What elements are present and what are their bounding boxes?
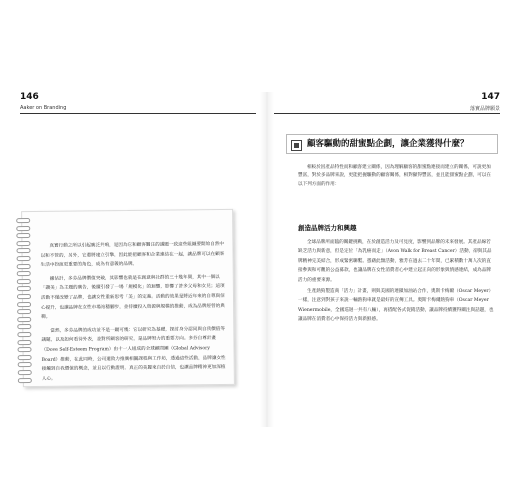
book-gutter bbox=[260, 92, 274, 427]
book-spread bbox=[16, 92, 504, 427]
notepad-paragraph: 據估計，多芬品牌價值突破，其影響也就是在創意與社群的三十幾年間，其中一個以「讚美」為主題的廣告，後續引發了一場「規模化」的迴響，影響了許多父母和女兒；這項活動不僅改變了品牌，也讓女性重新思考「美」的定義。活動的效果是將近年來的自尊與信心提升，也讓品牌在女性市場站穩腳步，並持續投入資源與規模的推動，成為品牌經營的典範。 bbox=[40, 274, 225, 321]
spiral-ring bbox=[17, 309, 31, 314]
running-head-right: 落實品牌願景 bbox=[469, 106, 500, 112]
spiral-notepad bbox=[21, 209, 235, 387]
running-head-left: Aaker on Branding bbox=[20, 105, 67, 111]
spiral-ring bbox=[16, 218, 30, 223]
spiral-ring bbox=[18, 347, 32, 352]
page-number-right: 147 bbox=[481, 92, 500, 102]
spiral-ring bbox=[17, 279, 31, 284]
notepad-paragraph: 真實行動之所以引起廣泛共鳴，是因為它和顧客關注的議題一致這些組織要開始自然中以和不管的，另外，它還將建立引擎，因此能把顧客和企業連結在一起，讓品牌可以在顧客生活中扮演更重要的角色，成為有意義的品牌。 bbox=[40, 241, 225, 269]
spiral-ring bbox=[18, 378, 32, 383]
spiral-binding bbox=[16, 216, 34, 386]
right-page bbox=[274, 92, 504, 427]
header-rule-right bbox=[274, 113, 500, 114]
spiral-ring bbox=[18, 362, 32, 367]
section-title: 顧客驅動的甜蜜點企劃，讓企業獲得什麼？ bbox=[307, 139, 469, 149]
square-bullet-icon bbox=[291, 140, 302, 151]
spiral-ring bbox=[17, 317, 31, 322]
body-text bbox=[298, 238, 494, 327]
subheading: 創造品牌活力和興趣 bbox=[298, 224, 357, 232]
notepad-text bbox=[40, 240, 228, 388]
spiral-ring bbox=[16, 248, 30, 253]
spiral-ring bbox=[18, 370, 32, 375]
body-paragraph: 全球品牌所面臨的關鍵挑戰，在於創造活力及可見度，影響到品牌的未來發展。其產品線若缺乏活力與新意，但是定位「為乳癌而走」（Avon Walk for Breast Cancer）活動，卻與其品牌精神完美結合，形成緊密聯繫。憑藉此類活動，雅芳在過去二十年間，已累積數十萬人次的直接參與和可觀的公益募款，也讓品牌在女性消費者心中建立起正向的形象與情感連結，成為品牌活力的重要來源。 bbox=[298, 240, 492, 283]
spiral-ring bbox=[16, 226, 30, 231]
spiral-ring bbox=[18, 355, 32, 360]
spiral-ring bbox=[17, 256, 31, 261]
spiral-ring bbox=[17, 294, 31, 299]
page-number-left: 146 bbox=[20, 92, 39, 102]
spiral-ring bbox=[17, 286, 31, 291]
spiral-ring bbox=[17, 271, 31, 276]
notepad-paragraph: 當然，多芬品牌的成功並不是一蹴可幾：它以研究為基礎，探討身分認同與自我價值等議題，以及如何看待外表，並對所顧客的研究，是品牌努力的重要方向。多芬自尊計畫（Dove Self-Esteem Program）由十一人組成的全球顧問團（Global Advisory Board）推動，在此同時，公司還致力推廣相關課程與工作坊，透過這些活動，品牌讓女性接觸到自我價值的概念，並且以行動證明，真正的美麗來自於自信，也讓品牌精神更加深植人心。 bbox=[41, 326, 226, 382]
spiral-ring bbox=[17, 340, 31, 345]
intro-paragraph: 相較於因產品特性而和顧客建立關係，因為理解顧客的甜蜜點連接而建立的關係，可說更加豐富，對於多品牌來說，更能把握驅動的顧客關係，相對顯得豐富，並且能甜蜜點企劃，可以在以下列方面的作用： bbox=[298, 165, 491, 187]
intro-text bbox=[298, 164, 494, 192]
body-paragraph: 生產熱狗製造商「活力」計畫，則與美國的連鎖加油站合作，奧斯卡梅爾（Oscar Meyer）一樣，注意到對孩子來說一輛熱狗車就是最好的宣傳工具。奧斯卡梅爾熱狗車（Oscar Meyer Wienermobile，全國巡迴一共有八輛），再搭配各式促銷活動，讓品牌持續獲得關注與話題，也讓品牌在消費者心中保持活力與新鮮感。 bbox=[298, 289, 494, 323]
spiral-ring bbox=[17, 324, 31, 329]
header-rule-left bbox=[20, 113, 256, 114]
spiral-ring bbox=[16, 233, 30, 238]
section-callout bbox=[286, 134, 498, 154]
spiral-ring bbox=[17, 302, 31, 307]
spiral-ring bbox=[17, 264, 31, 269]
left-page bbox=[16, 92, 260, 427]
spiral-ring bbox=[17, 332, 31, 337]
spiral-ring bbox=[16, 241, 30, 246]
